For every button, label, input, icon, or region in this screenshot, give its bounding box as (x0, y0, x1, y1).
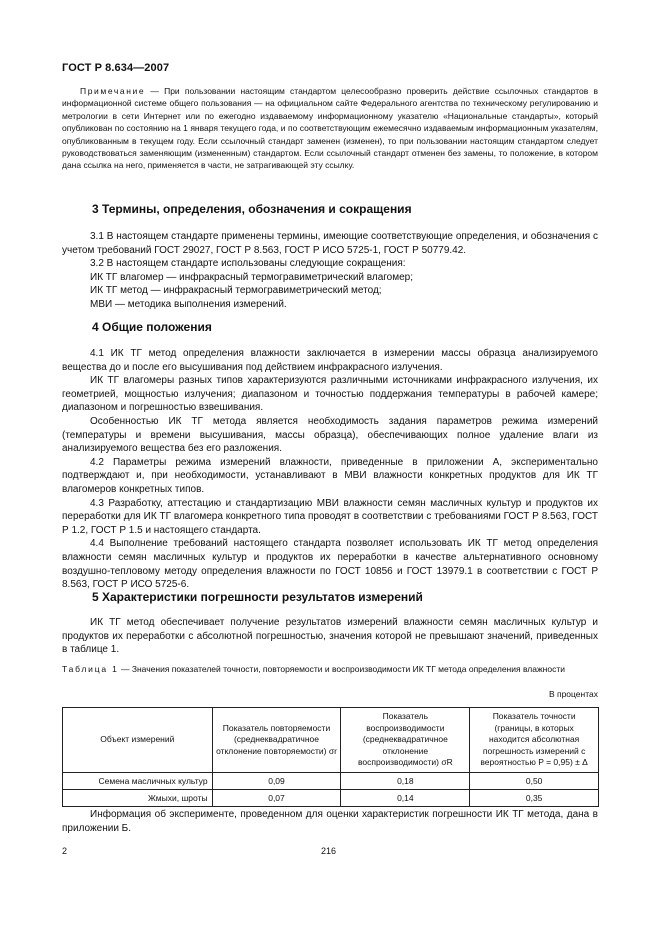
note-label: Примечание (80, 86, 146, 96)
section-3-p5: МВИ — методика выполнения измерений. (90, 298, 287, 310)
table-header-accuracy: Показатель точности (границы, в которых находится абсолютная погрешность измерений с вероятностью P = 0,95) ± Δ (470, 708, 599, 773)
table-caption (62, 663, 598, 675)
note-text: — При пользовании настоящим стандартом целесообразно проверить действие ссылочных стандартов в информационной системе общего пользования — на официальном сайте Федерального агентства по техническому регулированию и метрологии в сети Интернет или по ежегодно издаваемому информационному указателю «Национальные стандарты», который опубликован по состоянию на 1 января текущего года, и по соответствующим ежемесячно издаваемым информационным указателям, опубликованным в текущем году. Если ссылочный стандарт заменен (изменен), то при пользовании настоящим стандартом следует руководствоваться заменяющим (измененным) стандартом. Если ссылочный стандарт отменен без замены, то положение, в котором дана ссылка на него, применяется в части, не затрагивающей эту ссылку. (62, 86, 598, 171)
table-cell-object: Жмыхи, шроты (63, 790, 213, 807)
table-header-row (63, 708, 599, 773)
table-header-reproducibility: Показатель воспроизводимости (среднеквадратичное отклонение воспроизводимости) σR (341, 708, 470, 773)
footer-info (62, 808, 598, 835)
footer-text: Информация об эксперименте, проведенном для оценки характеристик погрешности ИК ТГ метода, дана в приложении Б. (62, 809, 598, 834)
section-4-body (62, 347, 598, 592)
table-cell-reproducibility: 0,18 (341, 773, 470, 790)
section-3-title: 3 Термины, определения, обозначения и сокращения (92, 202, 412, 216)
table-cell-object: Семена масличных культур (63, 773, 213, 790)
section-5-title: 5 Характеристики погрешности результатов измерений (92, 590, 423, 604)
table-cell-repeatability: 0,07 (212, 790, 341, 807)
page-center-number: 216 (321, 846, 337, 856)
table-units: В процентах (548, 689, 598, 699)
section-3-p3: ИК ТГ влагомер — инфракрасный термогравиметрический влагомер; (90, 271, 414, 283)
section-5-p1: ИК ТГ метод обеспечивает получение результатов измерений влажности семян масличных культур и продуктов их переработки с абсолютной погрешностью, значения которой не превышают значений, приведенных в таблице 1. (62, 617, 598, 656)
table-row (63, 773, 599, 790)
table-header-object: Объект измерений (63, 708, 213, 773)
table-header-repeatability: Показатель повторяемости (среднеквадратичное отклонение повторяемости) σr (212, 708, 341, 773)
section-4-p5: 4.3 Разработку, аттестацию и стандартизацию МВИ влажности семян масличных культур и продуктов их переработки для ИК ТГ влагомера конкретного типа проводят в соответствии с требованиями ГОСТ Р 8.563, ГОСТ Р 1.2, ГОСТ Р 1.5 и настоящего стандарта. (62, 497, 598, 536)
table-cell-repeatability: 0,09 (212, 773, 341, 790)
table-cell-accuracy: 0,35 (470, 790, 599, 807)
section-4-p2: ИК ТГ влагомеры разных типов характеризуются различными источниками инфракрасного излучения, их геометрией, мощностью излучения; диапазоном и точностью поддержания температуры в рабочей камере; диапазоном и погрешностью взвешивания. (62, 375, 598, 414)
section-4-title: 4 Общие положения (92, 320, 212, 334)
section-4-p6: 4.4 Выполнение требований настоящего стандарта позволяет использовать ИК ТГ метод определения влажности семян масличных культур и продуктов их переработки в качестве альтернативного основному воздушно-тепловому методу определения влажности по ГОСТ 10856 и ГОСТ 13979.1 в соответствии с ГОСТ Р 8.563, ГОСТ Р ИСО 5725-6. (62, 538, 598, 591)
document-header: ГОСТ Р 8.634—2007 (62, 62, 170, 74)
section-4-p3: Особенностью ИК ТГ метода является необходимость задания параметров режима измерений (температуры и времени высушивания, массы образца), обеспечивающих полное удаление влаги из анализируемого вещества без его разложения. (62, 415, 598, 455)
section-3-p1: 3.1 В настоящем стандарте применены термины, имеющие соответствующие определения, и обозначения с учетом требований ГОСТ 29027, ГОСТ Р 8.563, ГОСТ Р ИСО 5725-1, ГОСТ Р 50779.42. (62, 231, 598, 256)
table-cell-accuracy: 0,50 (470, 773, 599, 790)
accuracy-table (62, 707, 599, 807)
page-number: 2 (62, 846, 68, 856)
section-4-p4: 4.2 Параметры режима измерений влажности, приведенные в приложении А, экспериментально подтверждают и, при необходимости, устанавливают в МВИ влажности конкретных продуктов для ИК ТГ влагомеров конкретных типов. (62, 456, 598, 495)
section-3-p4: ИК ТГ метод — инфракрасный термогравиметрический метод; (90, 285, 382, 297)
table-caption-label: Таблица 1 (62, 664, 119, 674)
section-4-p1: 4.1 ИК ТГ метод определения влажности заключается в измерении массы образца анализируемого вещества до и после его высушивания под действием инфракрасного излучения. (62, 348, 598, 373)
table-caption-text: — Значения показателей точности, повторяемости и воспроизводимости ИК ТГ метода определения влажности (118, 664, 565, 674)
section-3-p2: 3.2 В настоящем стандарте использованы следующие сокращения: (90, 258, 406, 270)
table-row (63, 790, 599, 807)
section-3-body (62, 230, 598, 312)
section-5-body (62, 616, 598, 657)
note-block (62, 85, 598, 172)
table-cell-reproducibility: 0,14 (341, 790, 470, 807)
